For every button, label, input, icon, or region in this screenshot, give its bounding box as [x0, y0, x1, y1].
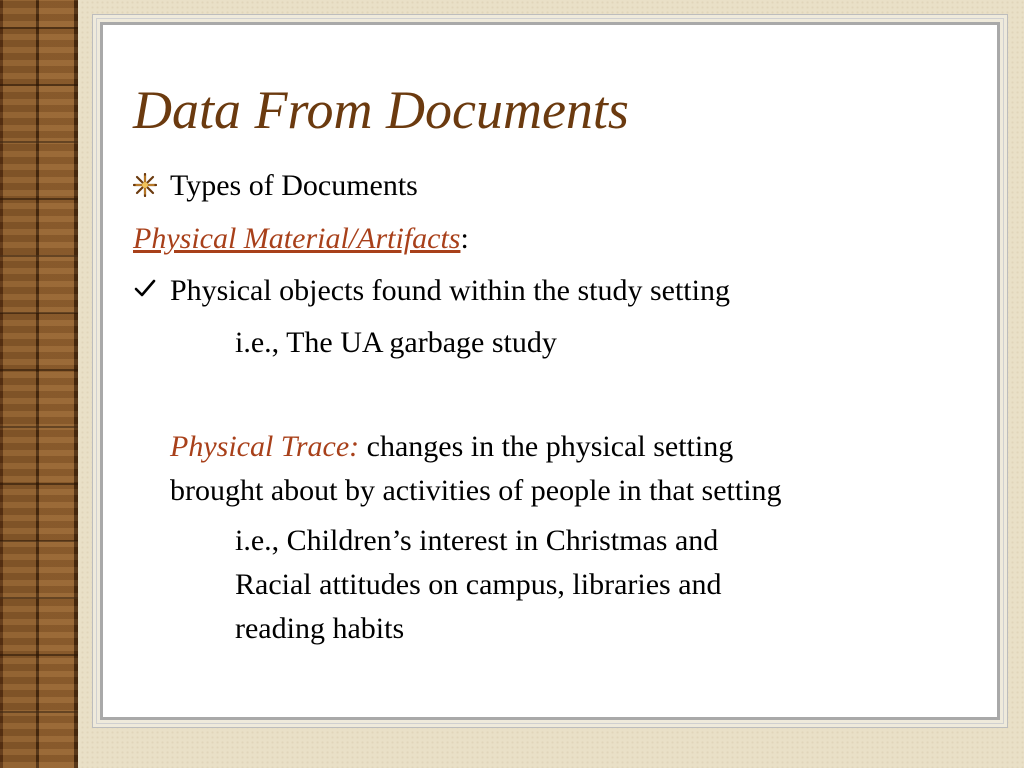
physical-trace-text: changes in the physical setting	[359, 430, 734, 463]
example-christmas-line3: reading habits	[235, 612, 405, 645]
check-item-physical-objects: Physical objects found within the study setting	[170, 274, 730, 307]
physical-trace-label: Physical Trace:	[170, 430, 360, 463]
bullet-types-of-documents: Types of Documents	[170, 169, 418, 202]
example-garbage-study: i.e., The UA garbage study	[235, 326, 557, 359]
subheading-physical-material	[133, 224, 469, 254]
checkmark-icon	[133, 276, 157, 308]
subheading-colon: :	[460, 222, 469, 255]
physical-trace-line1	[170, 432, 733, 462]
starburst-bullet-icon	[133, 173, 157, 202]
example-christmas-line1: i.e., Children’s interest in Christmas and	[235, 524, 719, 557]
subheading-label: Physical Material/Artifacts	[133, 222, 461, 255]
physical-trace-line2: brought about by activities of people in that setting	[170, 474, 782, 507]
slide-title: Data From Documents	[133, 80, 629, 140]
example-christmas-line2: Racial attitudes on campus, libraries and	[235, 568, 722, 601]
wood-border-strip	[0, 0, 78, 768]
slide-card	[100, 22, 1000, 720]
